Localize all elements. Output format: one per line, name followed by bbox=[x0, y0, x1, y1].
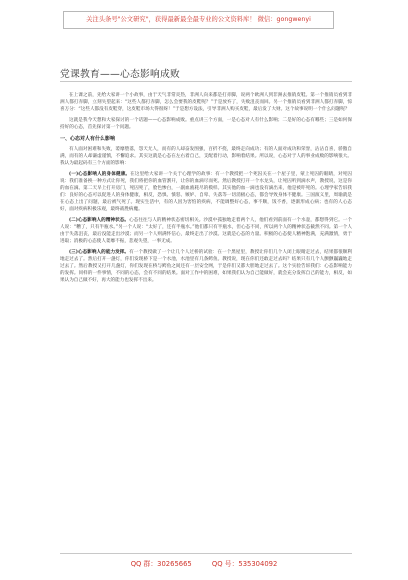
paragraph-spirit-text: 心态往往与人的精神状态密切相关。沙漠中孤独地走着两个人，他们看到前面有一个水壶，都想得到它。一个人说：“糟了，只有半瓶水。”另一个人说：“太好了，还有半瓶水。”他们都只有半瓶水，但心态不同，所以两个人的精神状态截然不同。第一个人由于失落沮丧，最后没能走出沙漠；而另一个人则满怀信心，最终走出了沙漠。这就是心态的力量。积极的心态使人精神饱满，充满激情，勇于进取；消极的心态使人萎靡不振，悲观失望，一事无成。 bbox=[60, 217, 352, 244]
section-heading: 一、心态对人有什么影响 bbox=[60, 135, 116, 142]
top-banner bbox=[63, 11, 334, 29]
footer-qq: QQ 号：535304092 bbox=[211, 560, 278, 568]
paragraph-intro: 在上课之前，先给大家讲一个小故事，由于天气非常炎热，非洲人向来都是打赤脚，说两个欧洲人到非洲去推销皮鞋。第一个推销员看到非洲人都打赤脚，立刻失望起来：“这些人都打赤脚，怎么会要我的皮鞋呢？”于是放弃了，失败沮丧而回。另一个推销员看到非洲人都打赤脚，惊喜万分：“这些人都没有皮鞋穿，这皮鞋市场大得很呀！”于是想方设法，引导非洲人购买皮鞋，最后发了大财。这个故事说明一个什么问题呢？ bbox=[60, 93, 352, 113]
document-body bbox=[60, 92, 352, 288]
subheading-ability: (三)心态影响人的能力发挥。 bbox=[69, 249, 130, 255]
title-divider bbox=[60, 81, 352, 82]
paragraph-health bbox=[60, 171, 352, 213]
footer-qq-group: QQ 群：30265665 bbox=[130, 560, 192, 568]
subheading-spirit: (二)心态影响人的精神状态。 bbox=[69, 217, 130, 223]
paragraph-ability-text: 有一个教授做了一个让几个人过桥的试验：在一个黑屋里，教授让你们几个人闭上眼睛走过去，结果都很顺利地走过去了。然后打开一盏灯，你们发现桥下是一个水池，水池里有几条鳄鱼。教授说，现在你们还敢走过去吗？结果只有几个人颤颤巍巍地走过去了。然后教授又打开几盏灯，你们发现在桥与鳄鱼之间还有一层安全网，于是你们又都大胆地走过去了。这个实验告诉我们：心态影响能力的发挥。同样的一件事情，不同的心态，会有不同的结果。面对工作中的困难，如果我们认为自己能做好，就会充分发挥自己的能力，相反，如果认为自己做不好，再大的能力也发挥不出来。 bbox=[60, 249, 352, 284]
paragraph-ability bbox=[60, 249, 352, 284]
paragraph-health-text: 在这里给大家讲一个关于心理学的故事：有一个教授把一个死囚关在一个屋子里，蒙上死囚的眼睛，对死囚说：我们准备换一种方式让你死，我们将把你的血管割开，让你的血滴尽而死。然后教授打开一个水龙头，让死囚听到滴水声，教授说，这是你的血在滴。第二天早上打开房门，死囚死了，脸色惨白，一副血液耗尽的模样。其实他的血一滴也没有滴出来，他是被吓死的。心理学家告诉我们：良好的心态可以促进人的身体健康，相反，恐惧、愤怒、嫉妒、自卑、失落等一切消极心态，都会导致身体不健康。三国演义里，周瑜就是在心态上出了问题，最后被气死了。现实生活中，有的人因为害怕的疾病，不能调整好心态，事不顺，饭不香，逐渐形成心病；也有的人心态好，面对疾病积极乐观，最终战胜病魔。 bbox=[60, 171, 352, 212]
paragraph-spirit bbox=[60, 217, 352, 245]
paragraph-section-intro: 有人面对困难和失败，萎靡堕落，怨天尤人，而有的人却奋发图强，百折不挠，最终走向成功；有的人面对成功和荣誉，沾沾自喜，骄傲自满，而有的人却谦虚谨慎，不懈追求。其实这就是心态在左右着自己，支配着行动，影响着结果。所以说，心态对于人的事业成败的影响很大。我认为最起码有三个方面的影响： bbox=[60, 146, 352, 166]
banner-text: 关注头条号"公文研究"，获得最新最全最专业的公文资料库！ 微信：gongwenyi bbox=[86, 16, 311, 23]
subheading-health: (一)心态影响人的身体健康。 bbox=[69, 171, 131, 177]
paragraph-overview: 这就是我今天想和大家探讨的一个话题——心态影响成败。重点讲三个方面，一是心态对人有什么影响；二是好的心态有哪些；三是如何保持好的心态，首先探讨第一个问题。 bbox=[60, 117, 352, 130]
footer-divider bbox=[60, 553, 352, 554]
footer bbox=[0, 558, 408, 568]
page-title: 党课教育——心态影响成败 bbox=[60, 69, 180, 80]
